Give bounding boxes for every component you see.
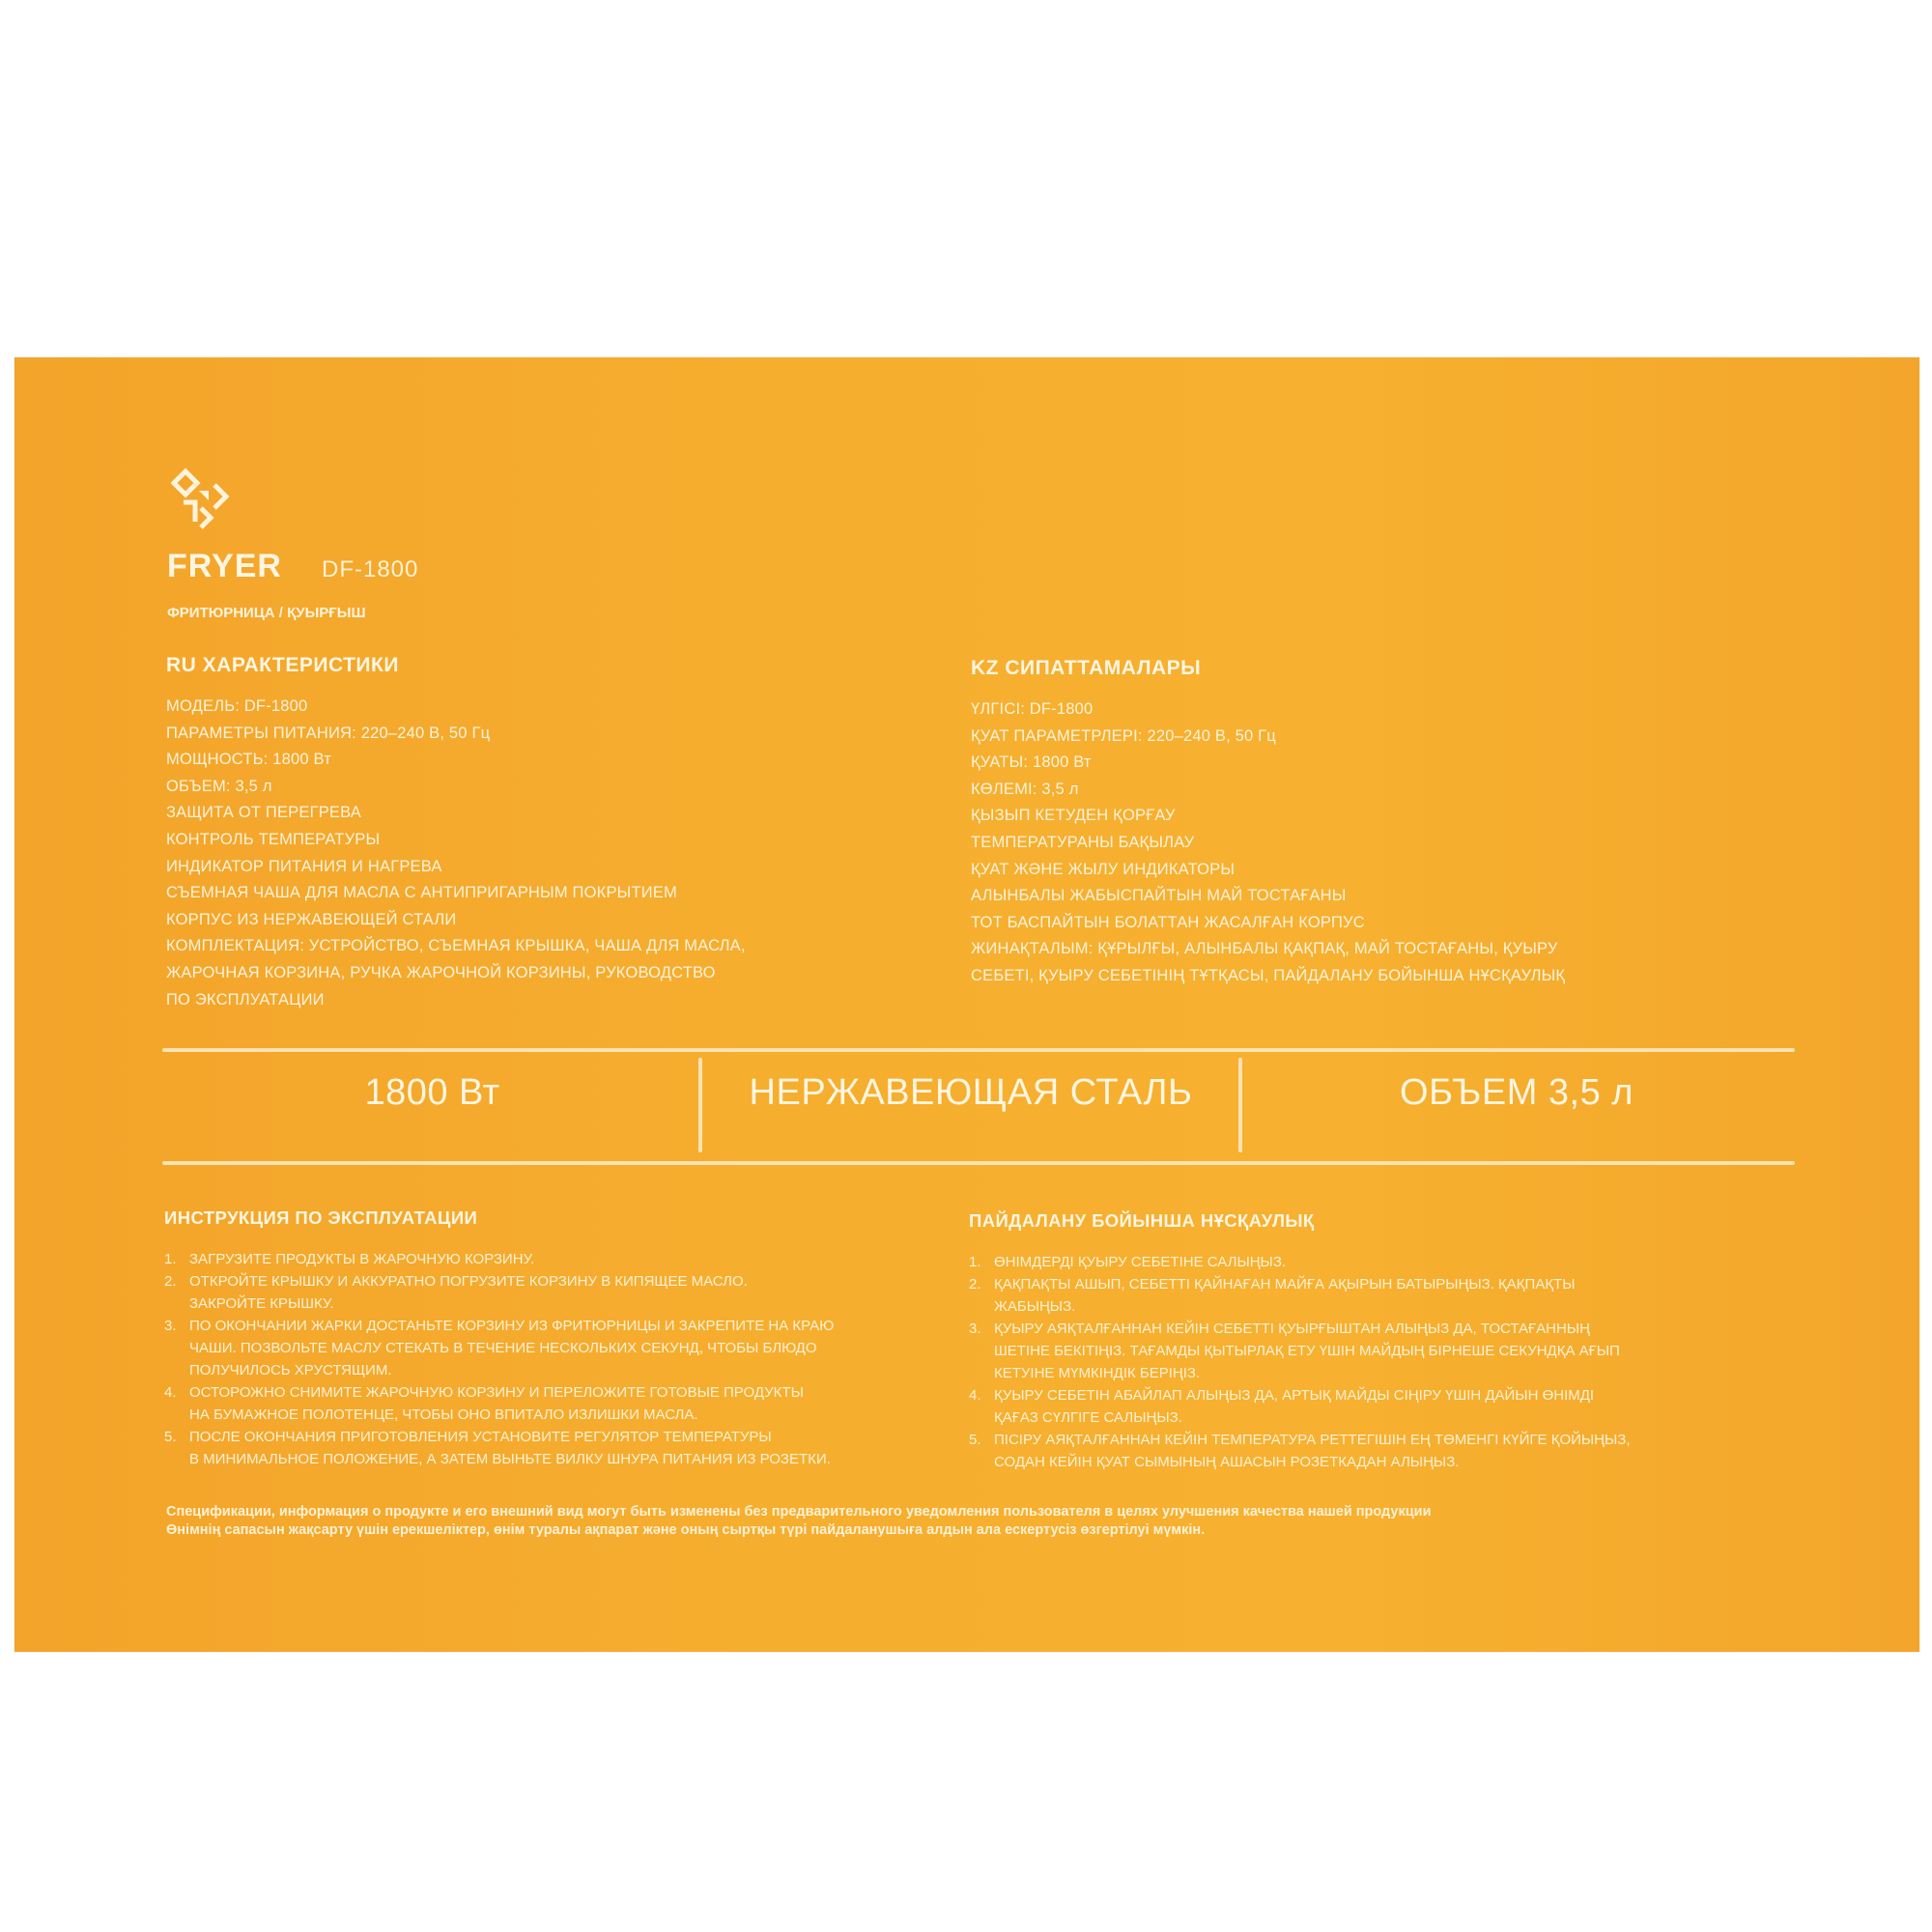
spec-item: ЗАЩИТА ОТ ПЕРЕГРЕВА xyxy=(166,804,362,822)
spec-item: СЪЕМНАЯ ЧАША ДЛЯ МАСЛА С АНТИПРИГАРНЫМ ПОКРЫТИЕМ xyxy=(166,884,677,902)
spec-item: ҮЛГІСІ: DF-1800 xyxy=(971,700,1094,718)
instruction-step xyxy=(969,1318,1631,1384)
feature-material: НЕРЖАВЕЮЩАЯ СТАЛЬ xyxy=(749,1072,1193,1113)
step-text-line: ЗАГРУЗИТЕ ПРОДУКТЫ В ЖАРОЧНУЮ КОРЗИНУ. xyxy=(189,1251,535,1267)
step-number: 3. xyxy=(969,1321,981,1337)
step-text-line: ҚАҚПАҚТЫ АШЫП, СЕБЕТТІ ҚАЙНАҒАН МАЙҒА АҚЫРЫН БАТЫРЫҢЫЗ. ҚАҚПАҚТЫ xyxy=(994,1276,1576,1293)
kz-instructions-heading: ПАЙДАЛАНУ БОЙЫНША НҰСҚАУЛЫҚ xyxy=(969,1210,1315,1231)
step-text-line: ОСТОРОЖНО СНИМИТЕ ЖАРОЧНУЮ КОРЗИНУ И ПЕРЕЛОЖИТЕ ГОТОВЫЕ ПРОДУКТЫ xyxy=(189,1384,804,1401)
step-number: 2. xyxy=(164,1273,177,1290)
spec-item: ПО ЭКСПЛУАТАЦИИ xyxy=(166,990,325,1009)
spec-item: КОМПЛЕКТАЦИЯ: УСТРОЙСТВО, СЪЕМНАЯ КРЫШКА, ЧАША ДЛЯ МАСЛА, xyxy=(166,937,746,955)
step-text-line: ҚАҒАЗ СҮЛГІГЕ САЛЫҢЫЗ. xyxy=(994,1409,1182,1426)
step-number: 5. xyxy=(164,1429,177,1445)
step-text-line: ПОСЛЕ ОКОНЧАНИЯ ПРИГОТОВЛЕНИЯ УСТАНОВИТЕ РЕГУЛЯТОР ТЕМПЕРАТУРЫ xyxy=(189,1429,772,1445)
spec-item: МОДЕЛЬ: DF-1800 xyxy=(166,697,308,715)
spec-item: ҚУАТ ЖӘНЕ ЖЫЛУ ИНДИКАТОРЫ xyxy=(971,860,1236,878)
product-box-panel xyxy=(14,357,1919,1652)
step-text-line: СОДАН КЕЙІН ҚУАТ СЫМЫНЫҢ АШАСЫН РОЗЕТКАДАН АЛЫҢЫЗ. xyxy=(994,1454,1460,1470)
footnote-ru: Спецификации, информация о продукте и его внешний вид могут быть изменены без предварительного уведомления пользователя в целях улучшения качества нашей продукции xyxy=(166,1504,1432,1520)
kz-specs-list xyxy=(971,696,1565,990)
instruction-step xyxy=(969,1251,1631,1273)
kz-instructions-list xyxy=(969,1251,1631,1473)
instruction-step xyxy=(164,1315,834,1381)
product-model: DF-1800 xyxy=(322,556,419,582)
step-text-line: ПОЛУЧИЛОСЬ ХРУСТЯЩИМ. xyxy=(189,1362,392,1378)
feature-divider-1 xyxy=(698,1058,702,1152)
step-text-line: ӨНІМДЕРДІ ҚУЫРУ СЕБЕТІНЕ САЛЫҢЫЗ. xyxy=(994,1254,1287,1270)
step-number: 4. xyxy=(164,1384,177,1401)
footnote-kz: Өнімнің сапасын жақсарту үшін ерекшеліктер, өнім туралы ақпарат және оның сыртқы түрі пайдаланушыға алдын ала ескертусіз өзгертілуі мүмкін. xyxy=(166,1522,1206,1538)
instruction-step xyxy=(164,1248,834,1270)
spec-item: ҚУАТ ПАРАМЕТРЛЕРІ: 220–240 В, 50 Гц xyxy=(971,726,1276,745)
step-text-line: ЖАБЫҢЫЗ. xyxy=(994,1298,1076,1315)
instruction-step xyxy=(164,1426,834,1470)
spec-item: АЛЫНБАЛЫ ЖАБЫСПАЙТЫН МАЙ ТОСТАҒАНЫ xyxy=(971,887,1347,905)
feature-divider-2 xyxy=(1238,1058,1242,1152)
step-number: 1. xyxy=(164,1251,177,1267)
kz-specs-heading: KZ СИПАТТАМАЛАРЫ xyxy=(971,657,1202,679)
spec-item: ТОТ БАСПАЙТЫН БОЛАТТАН ЖАСАЛҒАН КОРПУС xyxy=(971,913,1365,931)
step-text-line: ЧАШИ. ПОЗВОЛЬТЕ МАСЛУ СТЕКАТЬ В ТЕЧЕНИЕ НЕСКОЛЬКИХ СЕКУНД, ЧТОБЫ БЛЮДО xyxy=(189,1340,817,1356)
ru-specs-heading: RU ХАРАКТЕРИСТИКИ xyxy=(166,654,399,676)
spec-item: МОЩНОСТЬ: 1800 Вт xyxy=(166,751,331,769)
spec-item: ЖАРОЧНАЯ КОРЗИНА, РУЧКА ЖАРОЧНОЙ КОРЗИНЫ, РУКОВОДСТВО xyxy=(166,963,716,981)
feature-top-divider xyxy=(162,1048,1795,1052)
ru-instructions-heading: ИНСТРУКЦИЯ ПО ЭКСПЛУАТАЦИИ xyxy=(164,1208,478,1228)
spec-item: ИНДИКАТОР ПИТАНИЯ И НАГРЕВА xyxy=(166,857,442,875)
product-title: FRYER xyxy=(167,548,282,584)
feature-bottom-divider xyxy=(162,1161,1795,1165)
step-text-line: ПО ОКОНЧАНИИ ЖАРКИ ДОСТАНЬТЕ КОРЗИНУ ИЗ ФРИТЮРНИЦЫ И ЗАКРЕПИТЕ НА КРАЮ xyxy=(189,1318,835,1334)
step-text-line: ПІСІРУ АЯҚТАЛҒАННАН КЕЙІН ТЕМПЕРАТУРА РЕТТЕГІШІН ЕҢ ТӨМЕНГІ КҮЙГЕ ҚОЙЫҢЫЗ, xyxy=(994,1432,1631,1448)
spec-item: ПАРАМЕТРЫ ПИТАНИЯ: 220–240 В, 50 Гц xyxy=(166,724,491,742)
product-subtitle: ФРИТЮРНИЦА / ҚУЫРҒЫШ xyxy=(167,605,366,621)
step-number: 3. xyxy=(164,1318,177,1334)
instruction-step xyxy=(969,1384,1631,1429)
instruction-step xyxy=(969,1429,1631,1473)
instruction-step xyxy=(969,1273,1631,1318)
spec-item: ҚУАТЫ: 1800 Вт xyxy=(971,753,1092,772)
step-text-line: ШЕТІНЕ БЕКІТІҢІЗ. ТАҒАМДЫ ҚЫТЫРЛАҚ ЕТУ ҮШІН МАЙДЫҢ БІРНЕШЕ СЕКУНДҚА АҒЫП xyxy=(994,1343,1620,1359)
ru-instructions-list xyxy=(164,1248,834,1470)
spec-item: КӨЛЕМІ: 3,5 л xyxy=(971,780,1079,798)
step-number: 2. xyxy=(969,1276,981,1293)
step-text-line: В МИНИМАЛЬНОЕ ПОЛОЖЕНИЕ, А ЗАТЕМ ВЫНЬТЕ ВИЛКУ ШНУРА ПИТАНИЯ ИЗ РОЗЕТКИ. xyxy=(189,1451,831,1467)
instruction-step xyxy=(164,1270,834,1315)
step-number: 1. xyxy=(969,1254,981,1270)
step-text-line: ҚУЫРУ АЯҚТАЛҒАННАН КЕЙІН СЕБЕТТІ ҚУЫРҒЫШТАН АЛЫҢЫЗ ДА, ТОСТАҒАННЫҢ xyxy=(994,1321,1590,1337)
step-number: 4. xyxy=(969,1387,981,1404)
instruction-step xyxy=(164,1381,834,1426)
step-number: 5. xyxy=(969,1432,981,1448)
step-text-line: КЕТУІНЕ МҮМКІНДІК БЕРІҢІЗ. xyxy=(994,1365,1201,1381)
step-text-line: ОТКРОЙТЕ КРЫШКУ И АККУРАТНО ПОГРУЗИТЕ КОРЗИНУ В КИПЯЩЕЕ МАСЛО. xyxy=(189,1273,748,1290)
step-text-line: ҚУЫРУ СЕБЕТІН АБАЙЛАП АЛЫҢЫЗ ДА, АРТЫҚ МАЙДЫ СІҢІРУ ҮШІН ДАЙЫН ӨНІМДІ xyxy=(994,1387,1595,1404)
step-text-line: НА БУМАЖНОЕ ПОЛОТЕНЦЕ, ЧТОБЫ ОНО ВПИТАЛО ИЗЛИШКИ МАСЛА. xyxy=(189,1406,698,1423)
brand-logo-icon xyxy=(166,464,234,531)
spec-item: ЖИНАҚТАЛЫМ: ҚҰРЫЛҒЫ, АЛЫНБАЛЫ ҚАҚПАҚ, МАЙ ТОСТАҒАНЫ, ҚУЫРУ xyxy=(971,940,1558,958)
feature-power: 1800 Вт xyxy=(364,1072,500,1113)
ru-specs-list xyxy=(166,694,746,1013)
spec-item: ОБЪЕМ: 3,5 л xyxy=(166,777,272,795)
feature-volume: ОБЪЕМ 3,5 л xyxy=(1400,1072,1634,1113)
spec-item: СЕБЕТІ, ҚУЫРУ СЕБЕТІНІҢ ТҰТҚАСЫ, ПАЙДАЛАНУ БОЙЫНША НҰСҚАУЛЫҚ xyxy=(971,966,1566,984)
spec-item: КОНТРОЛЬ ТЕМПЕРАТУРЫ xyxy=(166,830,381,848)
spec-item: ТЕМПЕРАТУРАНЫ БАҚЫЛАУ xyxy=(971,833,1195,851)
spec-item: КОРПУС ИЗ НЕРЖАВЕЮЩЕЙ СТАЛИ xyxy=(166,910,457,928)
spec-item: ҚЫЗЫП КЕТУДЕН ҚОРҒАУ xyxy=(971,807,1176,825)
step-text-line: ЗАКРОЙТЕ КРЫШКУ. xyxy=(189,1295,334,1312)
